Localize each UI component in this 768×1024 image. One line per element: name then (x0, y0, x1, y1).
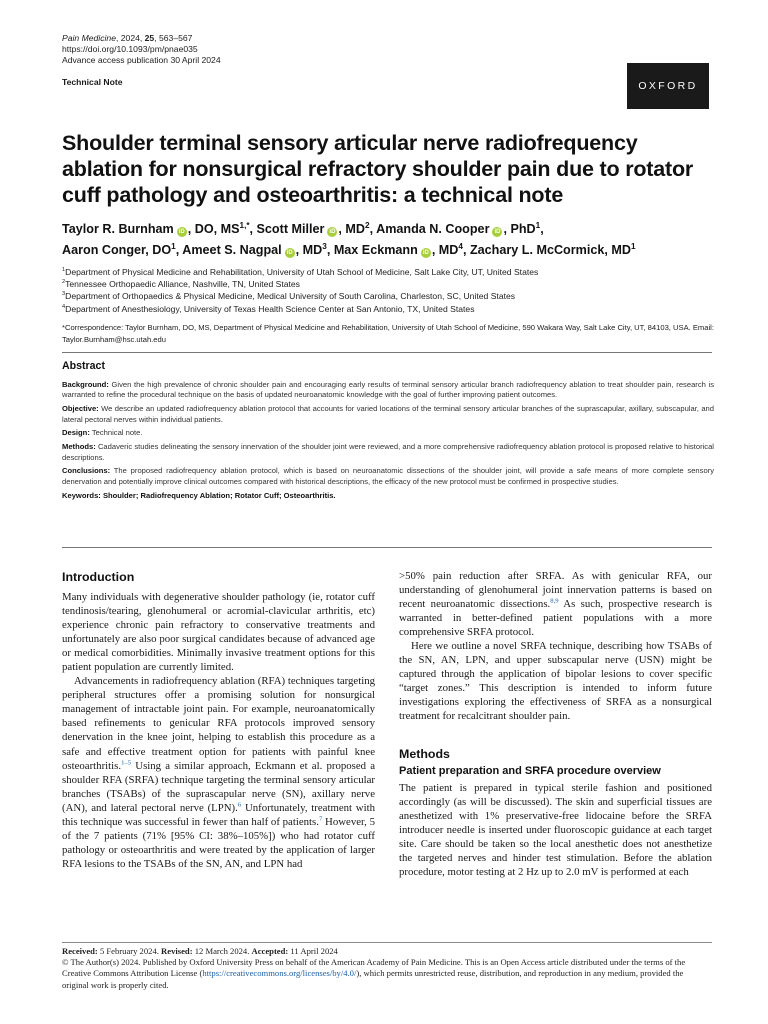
article-title: Shoulder terminal sensory articular nerve radiofrequency ablation for nonsurgical refractory shoulder pain due to rotator cuff pathology and osteoarthritis: a technical note (62, 131, 694, 207)
abstract-heading: Abstract (62, 360, 105, 372)
copyright-notice: © The Author(s) 2024. Published by Oxford University Press on behalf of the American Academy of Pain Medicine. This is an Open Access article distributed under the terms of the Creative Commons Attribution License (https://creativecommons.org/licenses/by/4.0/), which permits unrestricted reuse, distribution, and reproduction in any medium, provided the original work is properly cited. (62, 957, 686, 990)
abstract-conclusions: Conclusions: The proposed radiofrequency ablation protocol, which is based on neuroanatomic dissections of the shoulder joint, will provide a safe means of more complete sensory denervation and potentially improve clinical outcomes compared with historical descriptions, the efficacy of the new protocol must be confirmed in prospective studies. (62, 466, 714, 486)
affiliation (62, 303, 722, 315)
intro-paragraph-3: >50% pain reduction after SRFA. As with genicular RFA, our understanding of glenohumeral joint innervation patterns is based on recent neuroanatomic dissections.$^{8,9}$ As such, prospective research is warranted in better-defined patient populations with a more comprehensive SRFA protocol. (399, 570, 712, 639)
orcid-icon[interactable]: iD (422, 250, 429, 256)
author-degree: , MD (431, 243, 459, 257)
methods-subheading: Patient preparation and SRFA procedure overview (399, 764, 661, 777)
oxford-logo: OXFORD (627, 63, 709, 109)
author-affiliation-mark: 1 (171, 241, 176, 251)
methods-paragraph-1: The patient is prepared in typical sterile fashion and positioned accordingly (as will be discussed). The skin and superficial tissues are anesthetized with 1% preservative-free lidocaine before the SRFA introducer needle is inserted under fluoroscopic guidance at each target site. Care should be taken so the local anesthetic does not anesthetize the targeted nerves and hinder test stimulation. Before the ablation procedure, motor testing at 2 Hz up to 2.0 mV is performed at each (399, 781, 712, 878)
citation-line: Pain Medicine, 2024, 25, 563–567 (62, 33, 193, 43)
author-name: Amanda N. Cooper (376, 222, 490, 236)
orcid-icon[interactable]: iD (494, 229, 501, 235)
author-degree: , PhD (503, 222, 536, 236)
author-affiliation-mark: 1 (630, 241, 636, 251)
reference-link[interactable]: 1–5 (121, 758, 132, 766)
author-name: Taylor R. Burnham (62, 222, 174, 236)
footer-divider (62, 942, 712, 943)
author-degree: , DO, MS (187, 222, 240, 236)
author-separator: , (175, 243, 183, 257)
article-type-label: Technical Note (62, 77, 123, 87)
reference-link[interactable]: 8,9 (550, 597, 559, 605)
abstract-divider-top (62, 352, 712, 353)
author-degree: , MD (338, 222, 366, 236)
author-name: Zachary L. McCormick (469, 243, 605, 257)
author-separator: , (249, 222, 257, 236)
author-separator: , (326, 243, 334, 257)
author (470, 243, 636, 257)
intro-paragraph-2: Advancements in radiofrequency ablation (RFA) techniques targeting peripheral structures offer a promising solution for nonsurgical management of intractable joint pain. For example, neuroanatomically based refinements to genicular RFA protocols improved sensory denervation in the knee joint, helping to establish this procedure as a safe and effective treatment option for patients with painful knee osteoarthritis.$^{1-5}$ Using a similar approach, Eckmann et al. proposed a shoulder RFA (SRFA) technique targeting the terminal sensory articular branches (TSABs) of the suprascapular nerve (SN), axillary nerve (AN), and lateral pectoral nerve (LPN).$^6$ Unfortunately, treatment with this technique was successful in fewer than half of patients.$^7$ However, 5 of the 7 patients (71% [95% CI: 38%–105%]) who had rotator cuff pathology or osteoarthritis and were treated by the application of larger RFA lesions to the TSABs of the SN, AN, and LPN had (62, 675, 375, 870)
orcid-icon[interactable]: iD (286, 250, 293, 256)
author-affiliation-mark: 1,* (239, 220, 250, 230)
affiliation-number: 3 (62, 291, 66, 298)
affiliation-text: Department of Orthopaedics & Physical Medicine, Medical University of South Carolina, Charleston, SC, United States (65, 291, 516, 302)
author-name: Ameet S. Nagpal (182, 243, 282, 257)
author (376, 222, 544, 236)
author-affiliation-mark: 2 (365, 220, 370, 230)
author-degree: , MD (295, 243, 323, 257)
author (62, 222, 257, 236)
intro-paragraph-4: Here we outline a novel SRFA technique, describing how TSABs of the SN, AN, LPN, and upper subscapular nerve (USN) might be captured through the application of bipolar lesions to cover specific “target zones.” This description is intended to inform future investigations exploring the effectiveness of SRFA as a nonsurgical treatment for recalcitrant shoulder pain. (399, 640, 712, 723)
abstract-body (62, 380, 714, 504)
author-separator: , (540, 222, 544, 236)
author (182, 243, 334, 257)
reference-link[interactable]: 7 (318, 815, 323, 823)
author-affiliation-mark: 4 (458, 241, 463, 251)
doi-link[interactable]: https://doi.org/10.1093/pm/pnae035 (62, 44, 198, 55)
author-separator: , (369, 222, 377, 236)
author-name: Max Eckmann (333, 243, 418, 257)
affiliation (62, 290, 722, 302)
dates-line: Received: 5 February 2024. Revised: 12 March 2024. Accepted: 11 April 2024 (62, 946, 338, 956)
correspondence: *Correspondence: Taylor Burnham, DO, MS, Department of Physical Medicine and Rehabilitation, University of Utah School of Medicine, 590 Wakara Way, Salt Lake City, UT, 84103, USA. Email: Taylor.Burnham@hsc.utah.edu (62, 323, 714, 344)
body-column-right (399, 569, 712, 879)
keywords: Keywords: Shoulder; Radiofrequency Ablation; Rotator Cuff; Osteoarthritis. (62, 490, 336, 500)
affiliation-text: Department of Physical Medicine and Rehabilitation, University of Utah School of Medicine, Salt Lake City, UT, United States (65, 267, 539, 277)
affiliation-number: 2 (62, 279, 66, 286)
abstract-divider-bottom (62, 547, 712, 548)
orcid-icon[interactable]: iD (329, 229, 336, 235)
author (257, 222, 377, 236)
affiliations (62, 266, 722, 315)
affiliation-text: Department of Anesthesiology, University of Texas Health Science Center at San Antonio, TX, United States (65, 303, 475, 314)
body-column-left (62, 569, 375, 871)
author-affiliation-mark: 3 (322, 241, 327, 251)
orcid-icon[interactable]: iD (178, 229, 185, 235)
methods-heading: Methods (399, 746, 450, 761)
advance-access-line: Advance access publication 30 April 2024 (62, 55, 221, 66)
abstract-methods: Methods: Cadaveric studies delineating the sensory innervation of the shoulder joint were reviewed, and a more comprehensive radiofrequency ablation protocol is proposed relative to historical descriptions. (62, 442, 714, 462)
affiliation (62, 266, 722, 278)
author-degree: , MD (604, 243, 631, 257)
abstract-design: Design: Technical note. (62, 428, 143, 438)
abstract-objective: Objective: We describe an updated radiofrequency ablation protocol that accounts for varied locations of the terminal sensory articular branches of the suprascapular, axillary, subscapular, and lateral pectoral nerves within individual patients. (62, 404, 714, 424)
author-name: Scott Miller (256, 222, 325, 236)
author-list (62, 219, 722, 261)
author (62, 243, 182, 257)
author-affiliation-mark: 1 (535, 220, 541, 230)
affiliation-number: 4 (62, 303, 66, 310)
affiliation (62, 278, 722, 290)
author-separator: , (462, 243, 470, 257)
reference-link[interactable]: 6 (237, 801, 242, 809)
author-name: Aaron Conger (62, 243, 146, 257)
journal-header (62, 33, 221, 67)
abstract-background: Background: Given the high prevalence of chronic shoulder pain and encouraging early results of terminal sensory articular branch radiofrequency ablation to treat shoulder pain, research is warranted to refine the procedural technique on the basis of updated neuroanatomic knowledge with the goal of further improving patient outcomes. (62, 380, 714, 400)
affiliation-number: 1 (62, 267, 66, 274)
intro-paragraph-1: Many individuals with degenerative shoulder pathology (ie, rotator cuff tendinosis/tearing, glenohumeral or acromial-clavicular arthritis, etc) experience chronic pain refractory to conservative treatments and unfortunately are also poor surgical candidates because of advanced age or medical comorbidities. Minimally invasive treatment options for this patient population are currently limited. (62, 591, 375, 674)
author-degree: , DO (145, 243, 172, 257)
author (334, 243, 470, 257)
affiliation-text: Tennessee Orthopaedic Alliance, Nashville, TN, United States (65, 279, 300, 290)
footer (62, 946, 712, 991)
license-link[interactable]: https://creativecommons.org/licenses/by/4.0/ (202, 968, 357, 979)
introduction-heading: Introduction (62, 570, 135, 584)
